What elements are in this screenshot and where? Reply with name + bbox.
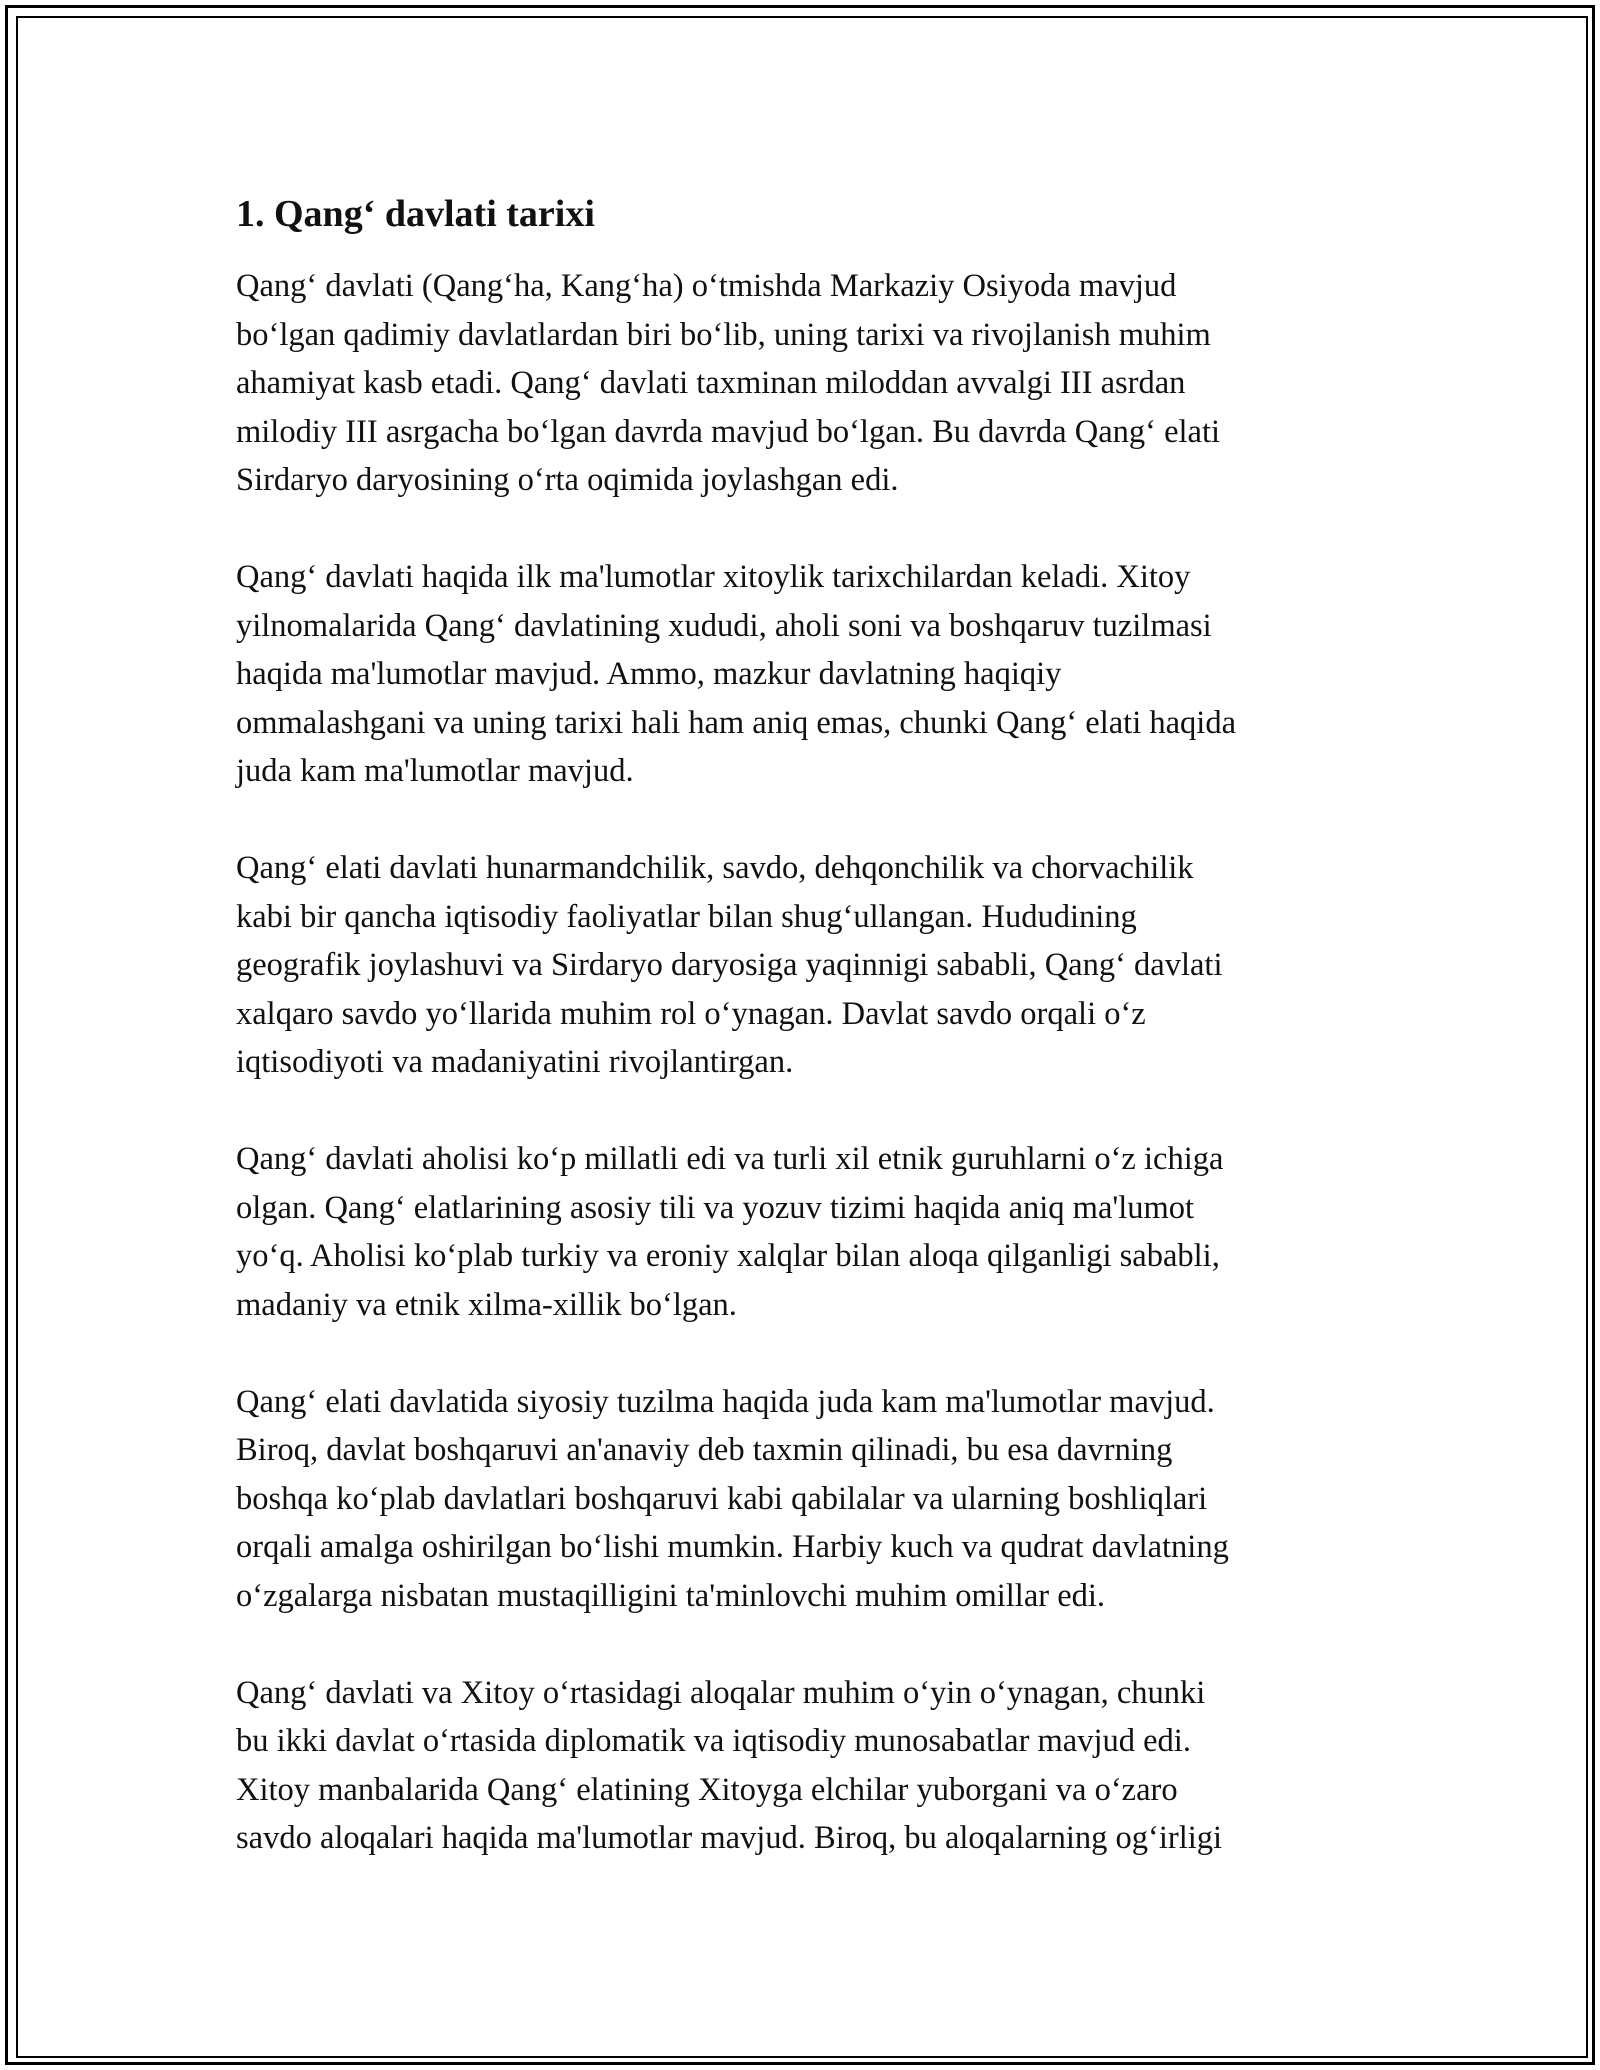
paragraph-3: Qang‘ elati davlati hunarmandchilik, savdo, dehqonchilik va chorvachilik kabi bir qancha iqtisodiy faoliyatlar bilan shug‘ullangan. Hududining geografik joylashuvi va Sirdaryo daryosiga yaqinnigi sababli, Qang‘ davlati xalqaro savdo yo‘llarida muhim rol o‘ynagan. Davlat savdo orqali o‘z iqtisodiyoti va madaniyatini rivojlantirgan. (236, 850, 1223, 1080)
paragraph-2: Qang‘ davlati haqida ilk ma'lumotlar xitoylik tarixchilardan keladi. Xitoy yilnomalarida Qang‘ davlatining xududi, aholi soni va boshqaruv tuzilmasi haqida ma'lumotlar mavjud. Ammo, mazkur davlatning haqiqiy ommalashgani va uning tarixi hali ham aniq emas, chunki Qang‘ elati haqida juda kam ma'lumotlar mavjud. (236, 559, 1236, 789)
section-heading: 1. Qang‘ davlati tarixi (236, 193, 595, 235)
paragraph-1: Qang‘ davlati (Qang‘ha, Kang‘ha) o‘tmishda Markaziy Osiyoda mavjud bo‘lgan qadimiy davlatlardan biri bo‘lib, uning tarixi va rivojlanish muhim ahamiyat kasb etadi. Qang‘ davlati taxminan miloddan avvalgi III asrdan milodiy III asrgacha bo‘lgan davrda mavjud bo‘lgan. Bu davrda Qang‘ elati Sirdaryo daryosining o‘rta oqimida joylashgan edi. (236, 268, 1221, 498)
paragraph-6: Qang‘ davlati va Xitoy o‘rtasidagi aloqalar muhim o‘yin o‘ynagan, chunki bu ikki davlat o‘rtasida diplomatik va iqtisodiy munosabatlar mavjud edi. Xitoy manbalarida Qang‘ elatining Xitoyga elchilar yuborgani va o‘zaro savdo aloqalari haqida ma'lumotlar mavjud. Biroq, bu aloqalarning og‘irligi (236, 1674, 1223, 1856)
paragraph-4: Qang‘ davlati aholisi ko‘p millatli edi va turli xil etnik guruhlarni o‘z ichiga olgan. Qang‘ elatlarining asosiy tili va yozuv tizimi haqida aniq ma'lumot yo‘q. Aholisi ko‘plab turkiy va eroniy xalqlar bilan aloqa qilganligi sababli, madaniy va etnik xilma-xillik bo‘lgan. (236, 1141, 1224, 1323)
paragraph-5: Qang‘ elati davlatida siyosiy tuzilma haqida juda kam ma'lumotlar mavjud. Biroq, davlat boshqaruvi an'anaviy deb taxmin qilinadi, bu esa davrning boshqa ko‘plab davlatlari boshqaruvi kabi qabilalar va ularning boshliqlari orqali amalga oshirilgan bo‘lishi mumkin. Harbiy kuch va qudrat davlatning o‘zgalarga nisbatan mustaqilligini ta'minlovchi muhim omillar edi. (236, 1383, 1229, 1614)
document-body (236, 188, 1376, 1911)
